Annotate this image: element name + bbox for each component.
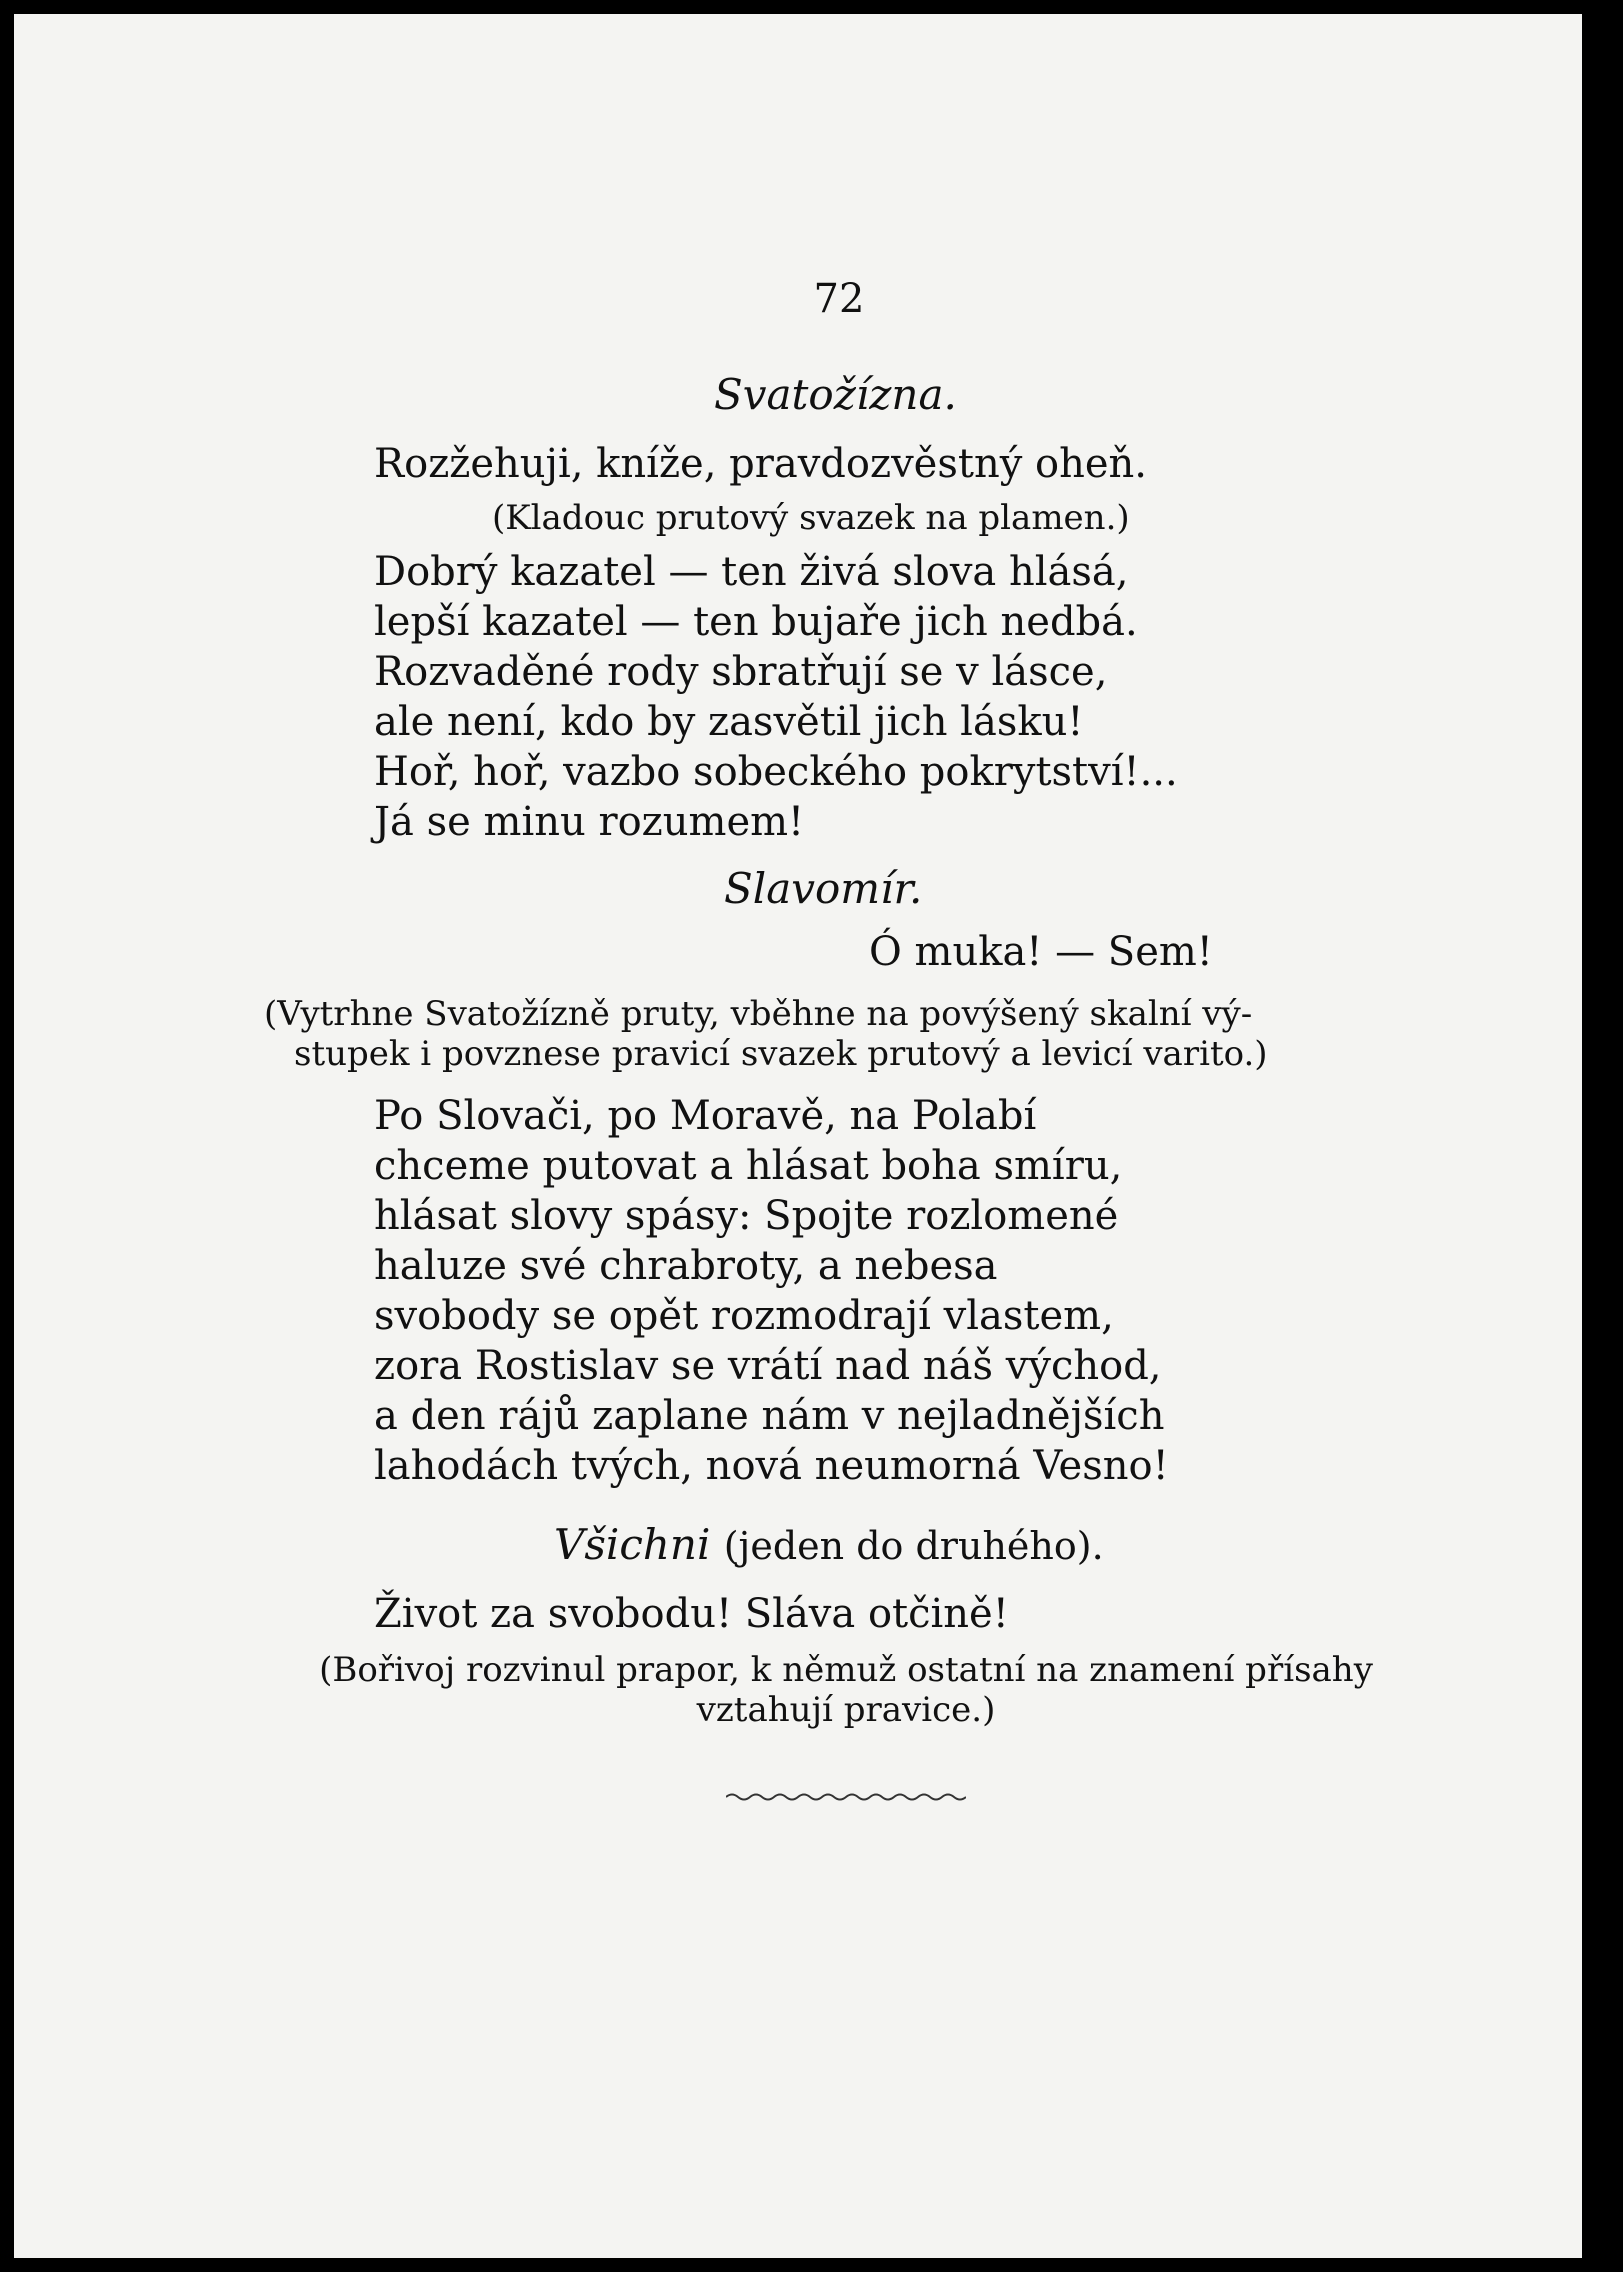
verse-line: Život za svobodu! Sláva otčině!: [374, 1591, 1009, 1637]
stage-direction-1: (Kladouc prutový svazek na plamen.): [492, 498, 1130, 538]
speaker-name-vsichni: [554, 1520, 1104, 1569]
verse-line: Hoř, hoř, vazbo sobeckého pokrytství!...: [374, 749, 1178, 795]
speaker-name-slavomir: Slavomír.: [724, 864, 923, 913]
verse-line: Rozžehuji, kníže, pravdozvěstný oheň.: [374, 441, 1148, 487]
verse-block-3: [869, 927, 1213, 977]
stage-direction-3: [276, 1650, 1416, 1730]
verse-line: hlásat slovy spásy: Spojte rozlomené: [374, 1193, 1119, 1239]
verse-line: zora Rostislav se vrátí nad náš východ,: [374, 1343, 1162, 1389]
verse-line: Dobrý kazatel — ten živá slova hlásá,: [374, 549, 1129, 595]
verse-block-4: [374, 1091, 1169, 1491]
verse-line: lahodách tvých, nová neumorná Vesno!: [374, 1443, 1169, 1489]
verse-line: a den rájů zaplane nám v nejladnějších: [374, 1393, 1165, 1439]
book-page: [14, 14, 1582, 2258]
speaker-label: Všichni: [554, 1520, 711, 1569]
verse-line: ale není, kdo by zasvětil jich lásku!: [374, 699, 1084, 745]
verse-line: chceme putovat a hlásat boha smíru,: [374, 1143, 1123, 1189]
verse-line: Po Slovači, po Moravě, na Polabí: [374, 1093, 1037, 1139]
speaker-name-svatozizna: Svatožízna.: [714, 370, 957, 419]
verse-block-2: [374, 547, 1178, 847]
verse-block-5: [374, 1589, 1009, 1639]
speaker-note: (jeden do druhého).: [723, 1524, 1104, 1568]
verse-block-1: [374, 439, 1147, 489]
verse-line: Já se minu rozumem!: [374, 799, 805, 845]
verse-line: svobody se opět rozmodrají vlastem,: [374, 1293, 1114, 1339]
stage-line: stupek i povznese pravicí svazek prutový a levicí varito.): [294, 1034, 1268, 1074]
stage-line: vztahují pravice.): [696, 1690, 996, 1730]
verse-line: Ó muka! — Sem!: [869, 929, 1213, 975]
verse-line: Rozvaděné rody sbratřují se v lásce,: [374, 649, 1108, 695]
verse-line: lepší kazatel — ten bujaře jich nedbá.: [374, 599, 1138, 645]
stage-direction-2: [264, 994, 1268, 1074]
page-number: 72: [813, 276, 865, 322]
stage-line: (Bořivoj rozvinul prapor, k němuž ostatní na znamení přísahy: [319, 1650, 1373, 1690]
ornament-divider: [726, 1792, 966, 1802]
scan-edge: [1582, 14, 1623, 2272]
stage-line: (Vytrhne Svatožízně pruty, vběhne na povýšený skalní vý-: [264, 994, 1253, 1034]
verse-line: haluze své chrabroty, a nebesa: [374, 1243, 998, 1289]
